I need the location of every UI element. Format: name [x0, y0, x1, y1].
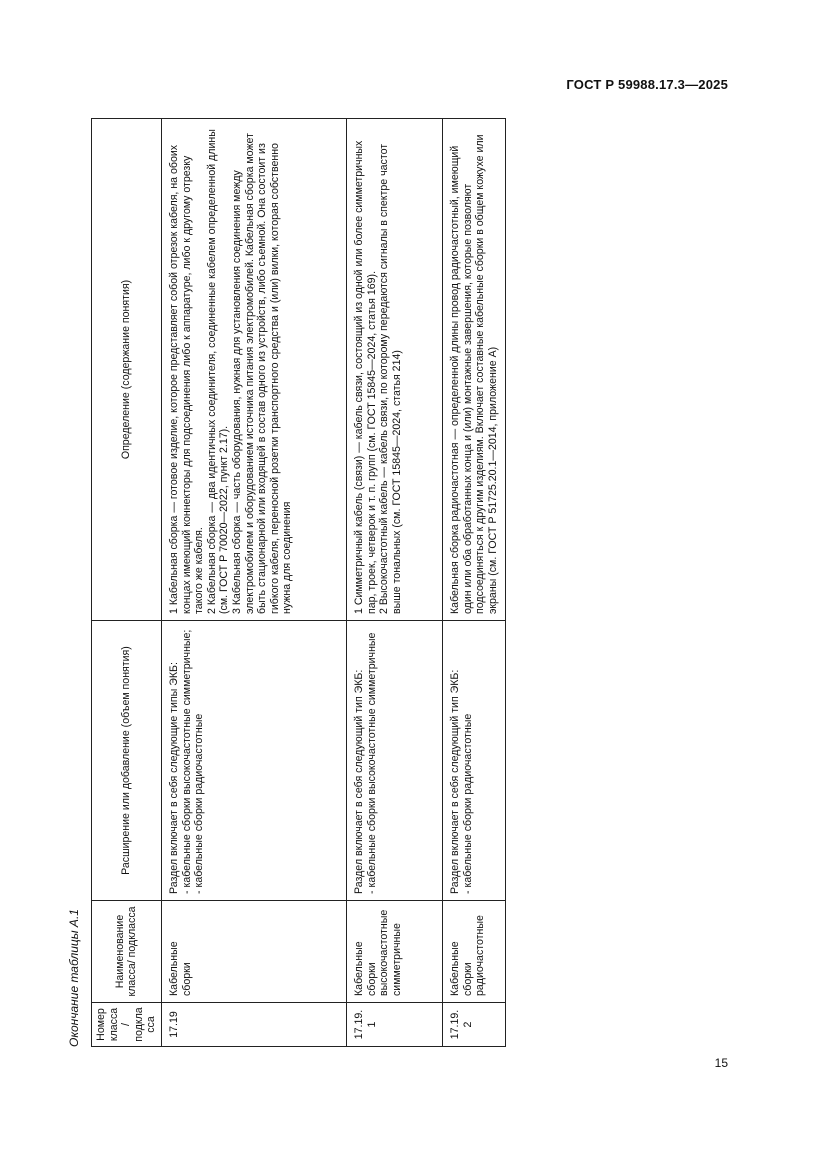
col-header-scope: Расширение или добавление (объем понятия): [92, 621, 162, 901]
class-name: Кабельные сборки радиочастотные: [442, 901, 505, 1003]
table-row: [161, 119, 346, 1047]
table-row: [346, 119, 442, 1047]
table-header-row: [92, 119, 162, 1047]
col-header-name: Наименование класса/ подкласса: [92, 901, 162, 1003]
class-name: Кабельные сборки высокочастотные симметричные: [346, 901, 442, 1003]
definition-paragraph: 3 Кабельная сборка — часть оборудования, нужная для установления соединения между электромобилем и оборудованием источника питания электромобилей. Кабельная сборка может быть стационарной или входящей в состав одного из устройств, либо съемной. Она состоит из гибкого кабеля, переносной розетки транспортного средства и (или) вилки, которая собственно нужна для соединения: [230, 133, 294, 614]
scope-line: Раздел включает в себя следующий тип ЭКБ:: [352, 669, 365, 894]
class-scope: [442, 621, 505, 901]
scope-line: - кабельные сборки радиочастотные: [461, 713, 474, 894]
standard-number: ГОСТ Р 59988.17.3—2025: [566, 77, 728, 92]
definition-paragraph: 2 Высокочастотный кабель — кабель связи, по которому передаются сигналы в спектре частот выше тональных (см. ГОСТ 15845—2024, статья 214): [378, 143, 403, 614]
classification-table: [91, 118, 506, 1047]
scope-line: - кабельные сборки высокочастотные симметричные;: [180, 629, 193, 894]
definition-paragraph: 1 Симметричный кабель (связи) — кабель связи, состоящий из одной или более симметричных пар, троек, четверок и т. п. групп (см. ГОСТ 15845—2024, статья 169).: [352, 140, 378, 614]
class-number: 17.19.2: [442, 1003, 505, 1047]
table-caption: Окончание таблицы А.1: [67, 909, 81, 1047]
class-scope: [346, 621, 442, 901]
scope-line: Раздел включает в себя следующие типы ЭКБ:: [167, 662, 180, 894]
page-number: 15: [714, 1056, 728, 1070]
rotated-table-area: [60, 119, 499, 1047]
class-definition: [161, 119, 346, 621]
class-number: 17.19: [161, 1003, 346, 1047]
col-header-number: Номер класса/ подкласса: [92, 1003, 162, 1047]
table-row: [442, 119, 505, 1047]
definition-paragraph: 1 Кабельная сборка — готовое изделие, которое представляет собой отрезок кабеля, на обоих концах имеющий коннекторы для подсоединения либо к аппаратуре, либо к другому отрезку такого же кабеля.: [167, 144, 206, 614]
scope-line: Раздел включает в себя следующий тип ЭКБ:: [448, 669, 461, 894]
definition-paragraph: Кабельная сборка радиочастотная — определенной длины провод радиочастотный, имеющий один или оба обработанных конца и (или) монтажные завершения, которые позволяют подсоединяться к другим изделиям. Включает составные кабельные сборки в общем кожухе или экраны (см. ГОСТ Р 51725.20.1—2014, приложение А): [448, 134, 499, 614]
definition-paragraph: 2 Кабельная сборка — два идентичных соединителя, соединенные кабелем определенной длины (см. ГОСТ Р 70020—2022, пункт 2.17).: [205, 129, 231, 614]
class-definition: [442, 119, 505, 621]
class-scope: [161, 621, 346, 901]
class-number: 17.19.1: [346, 1003, 442, 1047]
class-definition: [346, 119, 442, 621]
scope-line: - кабельные сборки высокочастотные симметричные: [365, 632, 378, 894]
class-name: Кабельные сборки: [161, 901, 346, 1003]
scope-line: - кабельные сборки радиочастотные: [193, 713, 206, 894]
col-header-definition: Определение (содержание понятия): [92, 119, 162, 621]
